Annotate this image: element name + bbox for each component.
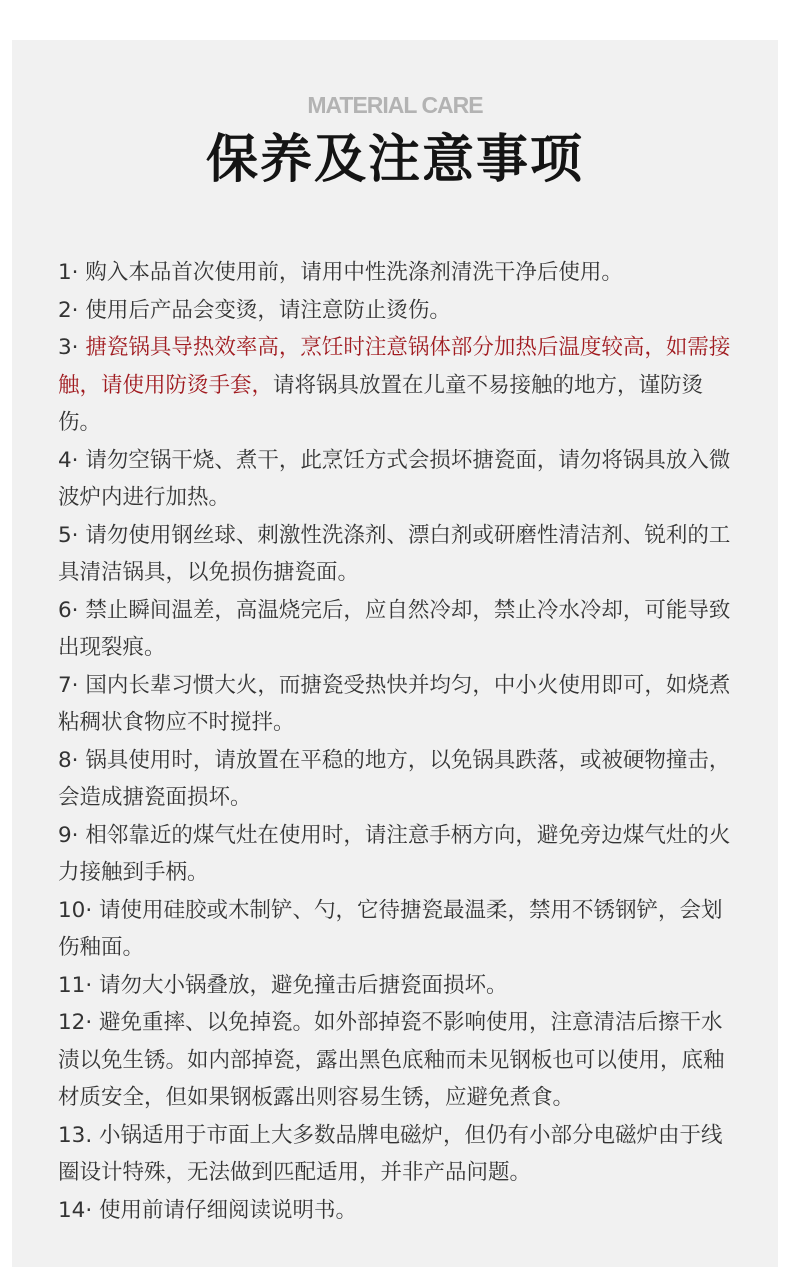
item-number: 13.: [58, 1122, 100, 1148]
item-text: 使用前请仔细阅读说明书。: [99, 1197, 358, 1223]
item-number: 1·: [58, 260, 86, 285]
list-item: [58, 592, 738, 667]
list-item: [58, 329, 738, 442]
item-text: 请勿空锅干烧、煮干，此烹饪方式会损坏搪瓷面，请勿将锅具放入微波炉内进行加热。: [58, 447, 731, 510]
item-number: 12·: [58, 1010, 100, 1035]
item-number: 3·: [58, 335, 86, 360]
item-text: 锅具使用时，请放置在平稳的地方，以免锅具跌落，或被硬物撞击，会造成搪瓷面损坏。: [58, 747, 731, 810]
list-item: [58, 254, 738, 292]
item-warning-text: 搪瓷锅具导热效率高，烹饪时注意锅体部分加热后温度较高，如需接触，请使用防烫手套，: [58, 335, 731, 398]
care-instructions-list: [58, 254, 738, 1229]
item-text: 国内长辈习惯大火，而搪瓷受热快并均匀，中小火使用即可，如烧煮粘稠状食物应不时搅拌。: [58, 672, 731, 735]
item-number: 14·: [58, 1197, 100, 1223]
list-item: [58, 1192, 738, 1230]
list-item: [58, 1004, 738, 1117]
item-number: 6·: [58, 597, 86, 623]
item-text: 相邻靠近的煤气灶在使用时，请注意手柄方向，避免旁边煤气灶的火力接触到手柄。: [58, 822, 731, 885]
item-text: 请将锅具放置在儿童不易接触的地方，谨防烫伤。: [58, 372, 704, 435]
item-number: 8·: [58, 747, 86, 773]
list-item: [58, 817, 738, 892]
page-title: 保养及注意事项: [205, 130, 584, 190]
list-item: [58, 742, 738, 817]
list-item: [58, 667, 738, 742]
list-item: [58, 967, 738, 1005]
item-number: 11·: [58, 972, 100, 998]
item-text: 请勿大小锅叠放，避免撞击后搪瓷面损坏。: [99, 972, 508, 998]
item-text: 使用后产品会变烫，请注意防止烫伤。: [85, 297, 451, 323]
item-text: 禁止瞬间温差，高温烧完后，应自然冷却，禁止冷水冷却，可能导致出现裂痕。: [58, 597, 731, 660]
item-number: 9·: [58, 822, 86, 848]
item-number: 5·: [58, 522, 86, 548]
list-item: [58, 292, 738, 330]
item-text: 避免重摔、以免掉瓷。如外部掉瓷不影响使用，注意清洁后擦干水渍以免生锈。如内部掉瓷，露出黑色底釉而未见钢板也可以使用，底釉材质安全，但如果钢板露出则容易生锈，应避免煮食。: [58, 1010, 725, 1110]
list-item: [58, 517, 738, 592]
item-number: 4·: [58, 447, 86, 473]
eyebrow-heading: MATERIAL CARE: [307, 92, 483, 118]
item-text: 请勿使用钢丝球、刺激性洗涤剂、漂白剂或研磨性清洁剂、锐利的工具清洁锅具，以免损伤搪瓷面。: [58, 522, 731, 585]
item-number: 10·: [58, 897, 100, 923]
item-text: 小锅适用于市面上大多数品牌电磁炉，但仍有小部分电磁炉由于线圈设计特殊，无法做到匹配适用，并非产品问题。: [58, 1122, 723, 1185]
item-text: 购入本品首次使用前，请用中性洗涤剂清洗干净后使用。: [85, 260, 623, 285]
list-item: [58, 1117, 738, 1192]
item-number: 7·: [58, 672, 86, 698]
care-panel: [12, 40, 778, 1267]
item-number: 2·: [58, 297, 86, 323]
item-text: 请使用硅胶或木制铲、勺，它待搪瓷最温柔，禁用不锈钢铲，会划伤釉面。: [58, 897, 723, 960]
list-item: [58, 442, 738, 517]
list-item: [58, 892, 738, 967]
